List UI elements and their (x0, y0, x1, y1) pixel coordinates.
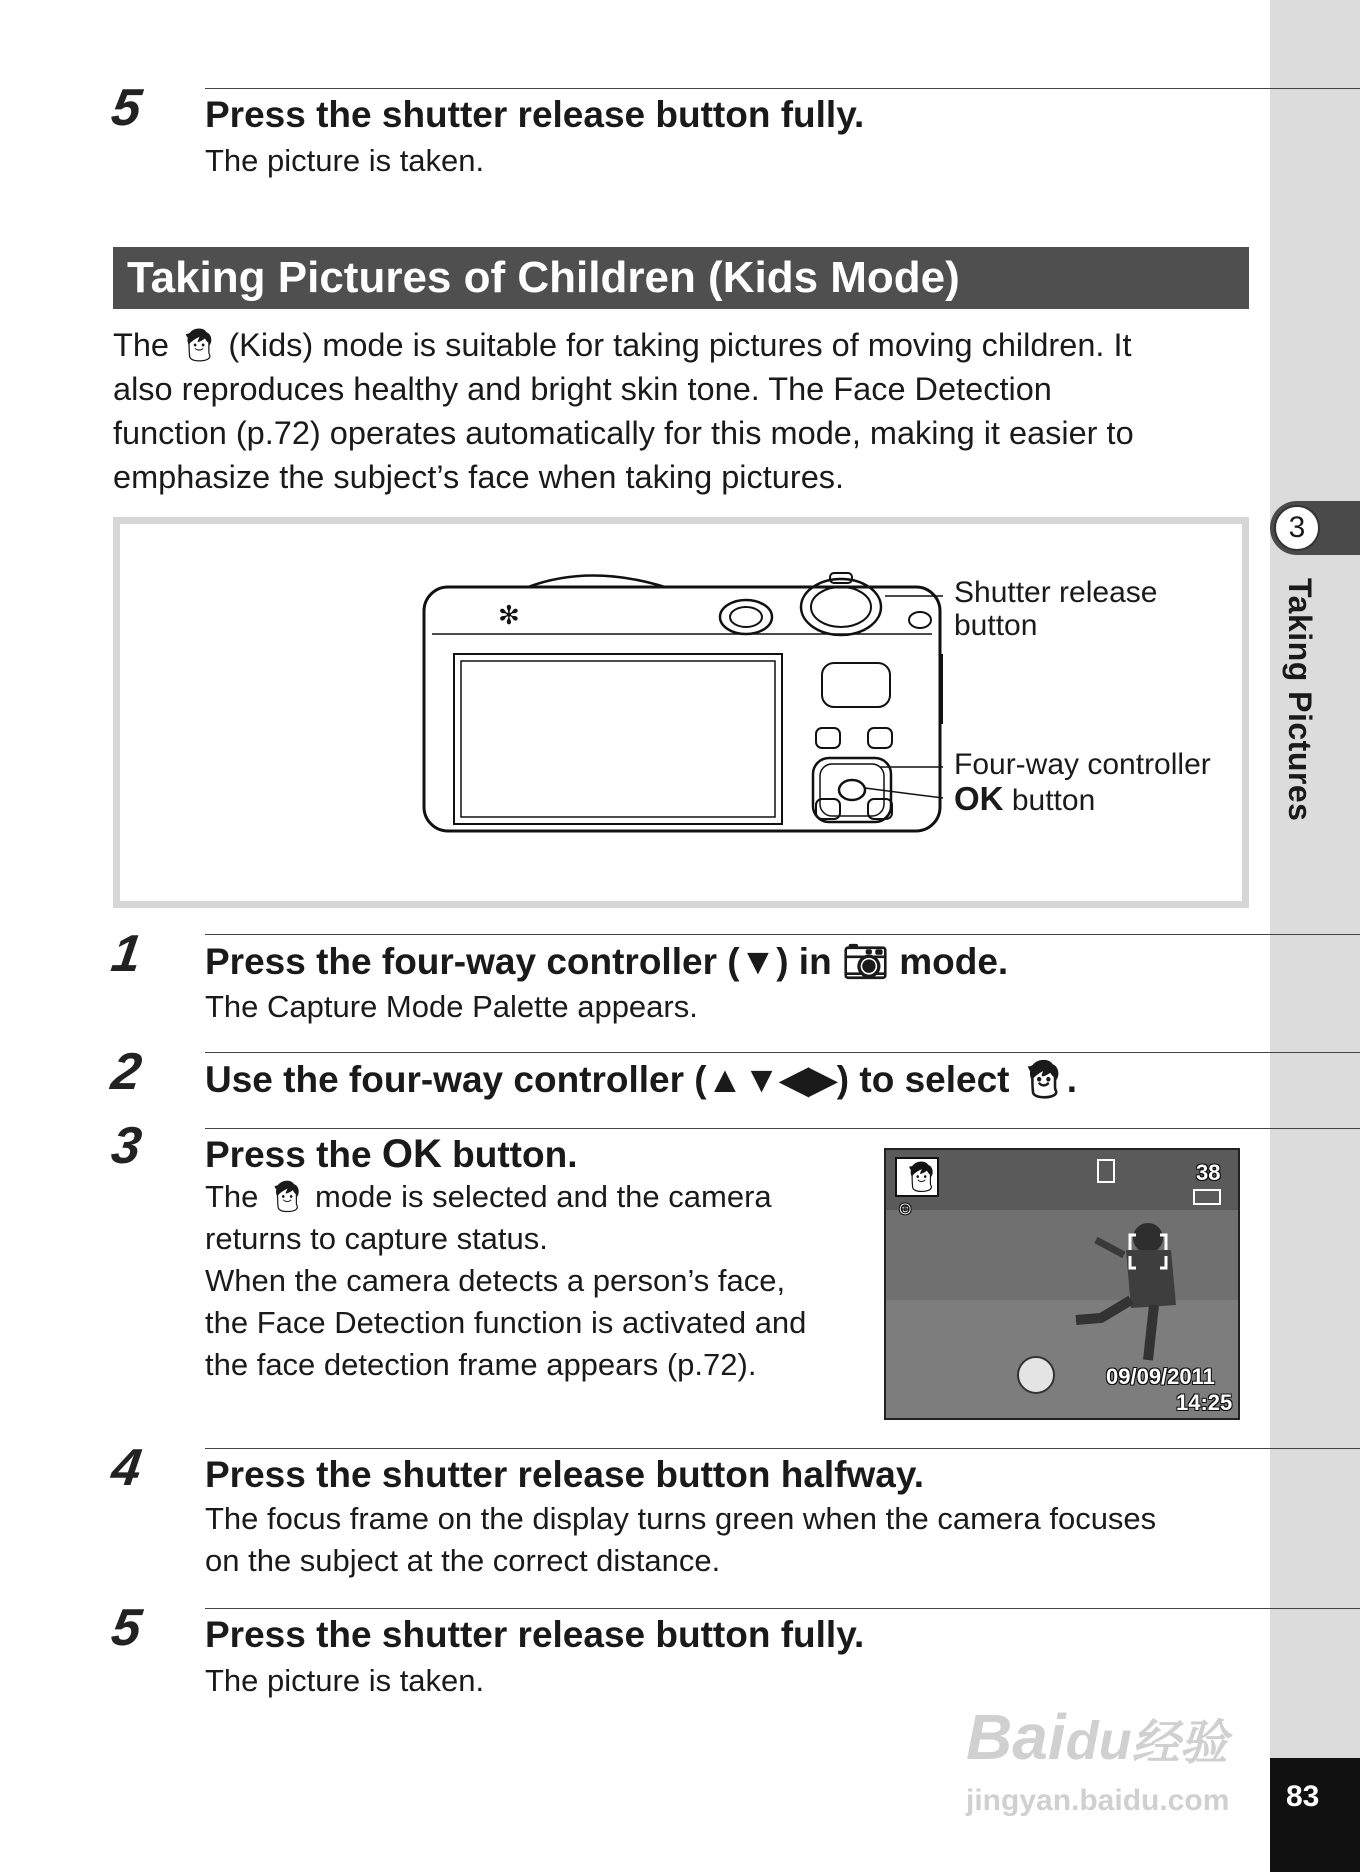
kids-mode-icon: 🧒︎ (902, 1160, 941, 1195)
step-divider (205, 1448, 1360, 1449)
step-body: The focus frame on the display turns green when the camera focuses on the subject at the correct distance. (205, 1501, 1157, 1578)
step-number: 1 (107, 925, 143, 983)
step-divider (205, 934, 1360, 935)
section-title: Taking Pictures of Children (Kids Mode) (113, 247, 1249, 309)
intro-line-3: function (p.72) operates automatically for this mode, making it easier to (113, 415, 1134, 451)
step-divider (205, 1052, 1360, 1053)
step-heading: Press the OK button. (205, 1132, 578, 1176)
watermark-url: jingyan.baidu.com (966, 1784, 1230, 1817)
step-heading: Press the four-way controller (▼) in 📷︎ mode. (205, 940, 1009, 983)
step-number: 5 (107, 79, 143, 137)
kids-mode-icon: 🧒︎ (1019, 1058, 1067, 1101)
chapter-title: Taking Pictures (1282, 578, 1318, 822)
svg-text:✻: ✻ (498, 601, 520, 631)
step-body: The picture is taken. (205, 143, 485, 178)
step-body: The Capture Mode Palette appears. (205, 989, 698, 1024)
kids-mode-icon: 🧒︎ (267, 1179, 307, 1215)
chapter-sidebar (1270, 0, 1360, 1872)
page-number-box (1270, 1758, 1360, 1872)
step-divider (205, 1128, 1360, 1129)
step-body: The picture is taken. (205, 1663, 485, 1698)
camera-mode-icon: 📷︎ (841, 940, 889, 983)
shots-remaining: 38 (1196, 1160, 1221, 1185)
ok-symbol: OK (381, 1132, 442, 1176)
chapter-number: 3 (1274, 505, 1320, 551)
face-detection-icon: ☺ (896, 1198, 915, 1218)
camera-figure (113, 517, 1249, 908)
capture-screen-image (884, 1148, 1240, 1420)
intro-line-2: also reproduces healthy and bright skin tone. The Face Detection (113, 371, 1052, 407)
step-heading: Press the shutter release button fully. (205, 1614, 865, 1655)
step-number: 5 (107, 1599, 143, 1657)
lcd-date: 09/09/2011 (1106, 1364, 1215, 1389)
watermark-brand: Baidu经验 (966, 1701, 1228, 1773)
step-heading: Press the shutter release button fully. (205, 94, 865, 135)
lcd-time: 14:25 (1176, 1390, 1233, 1415)
step-heading: Use the four-way controller (▲▼◀▶) to select 🧒︎. (205, 1058, 1078, 1101)
step-number: 4 (107, 1439, 143, 1497)
step-body: The 🧒︎ mode is selected and the camera returns to capture status. When the camera detects a person’s face, the Face Detection function is activated and the face detection frame appears (p.72). (205, 1179, 807, 1382)
step-number: 2 (107, 1043, 143, 1101)
intro-line-4: emphasize the subject’s face when taking pictures. (113, 459, 845, 495)
page-number: 83 (1286, 1780, 1320, 1813)
intro-paragraph (113, 323, 1263, 499)
step-divider (205, 1608, 1360, 1609)
kids-mode-icon: 🧒︎ (178, 326, 220, 364)
intro-line-1: The 🧒︎ (Kids) mode is suitable for taking pictures of moving children. It (113, 326, 1132, 364)
callout-ok-button: OK button (954, 780, 1096, 817)
step-heading: Press the shutter release button halfway. (205, 1454, 924, 1495)
step-divider (205, 88, 1360, 89)
step-number: 3 (107, 1117, 143, 1175)
callout-four-way-controller: Four-way controller (954, 748, 1211, 781)
callout-shutter-release: Shutter release button (954, 576, 1158, 642)
